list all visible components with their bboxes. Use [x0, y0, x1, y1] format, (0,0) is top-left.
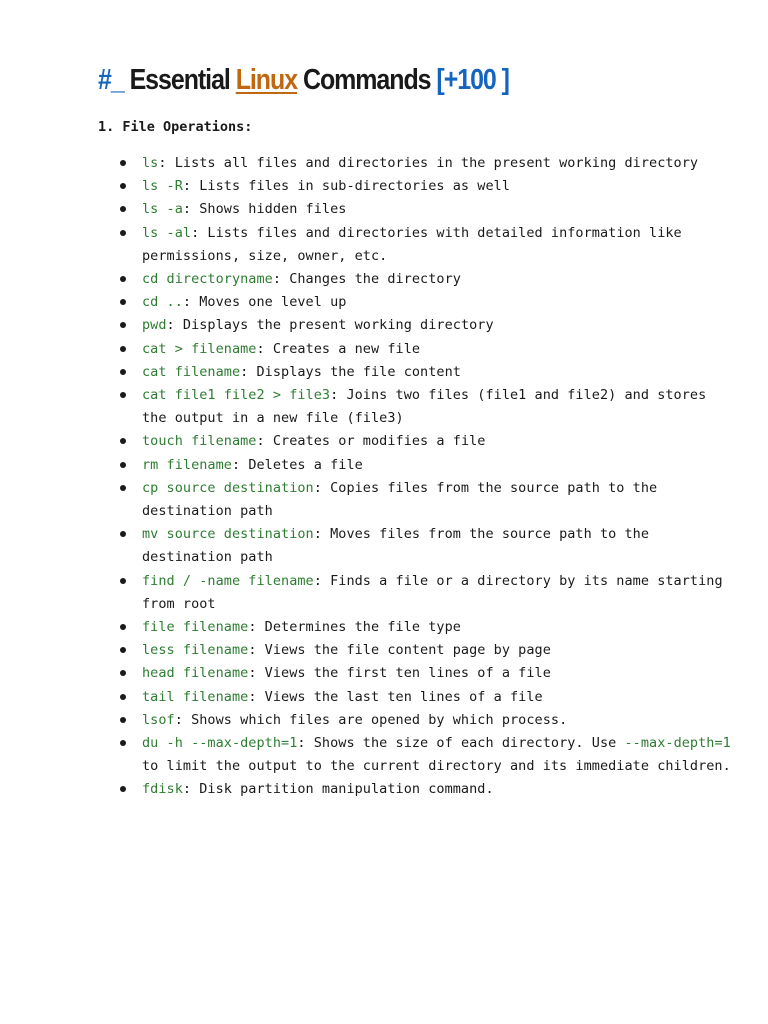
- command-description: : Creates or modifies a file: [256, 433, 486, 450]
- command-text: file filename: [142, 619, 249, 636]
- command-text: head filename: [142, 665, 249, 682]
- command-text: cd directoryname: [142, 271, 273, 288]
- list-item: [114, 268, 734, 291]
- bullet-icon: [120, 183, 126, 189]
- command-text: cat file1 file2 > file3: [142, 387, 331, 404]
- list-item: [114, 222, 734, 268]
- command-description: : Finds a file or a directory by its name starting from root: [142, 572, 723, 612]
- command-text: ls -al: [142, 224, 192, 241]
- command-description: : Lists files and directories with detailed information like permissions, size, owner, etc.: [142, 224, 682, 264]
- bullet-icon: [120, 462, 126, 468]
- list-item: [114, 430, 734, 453]
- page-title: [98, 60, 509, 100]
- list-item: [114, 338, 734, 361]
- list-item: [114, 152, 734, 175]
- list-item: [114, 778, 734, 801]
- bullet-icon: [120, 276, 126, 282]
- bullet-icon: [120, 531, 126, 537]
- list-item: [114, 732, 734, 778]
- command-text: fdisk: [142, 781, 183, 798]
- command-text: pwd: [142, 317, 167, 334]
- bullet-icon: [120, 647, 126, 653]
- list-item: [114, 570, 734, 616]
- command-description: : Disk partition manipulation command.: [182, 781, 494, 798]
- command-text: cd ..: [142, 294, 183, 311]
- list-item: [114, 454, 734, 477]
- command-text: touch filename: [142, 433, 257, 450]
- bullet-icon: [120, 392, 126, 398]
- list-item: [114, 686, 734, 709]
- command-description: : Joins two files (file1 and file2) and stores the output in a new file (file3): [142, 387, 707, 427]
- list-item: [114, 361, 734, 384]
- bullet-icon: [120, 322, 126, 328]
- list-item: [114, 639, 734, 662]
- command-text: find / -name filename: [142, 572, 314, 589]
- command-description: : Shows which files are opened by which process.: [174, 711, 568, 728]
- bullet-icon: [120, 624, 126, 630]
- command-description-cont: to limit the output to the current directory and its immediate children.: [142, 758, 731, 775]
- list-item: [114, 523, 734, 569]
- command-text: cat filename: [142, 363, 241, 380]
- bullet-icon: [120, 299, 126, 305]
- command-description: : Deletes a file: [231, 456, 363, 473]
- bullet-icon: [120, 230, 126, 236]
- command-description: : Creates a new file: [256, 340, 421, 357]
- command-text: cp source destination: [142, 479, 314, 496]
- list-item: [114, 709, 734, 732]
- section-heading: 1. File Operations:: [98, 119, 253, 135]
- command-description: : Lists files in sub-directories as well: [182, 178, 510, 195]
- bullet-icon: [120, 578, 126, 584]
- bullet-icon: [120, 206, 126, 212]
- command-text: lsof: [142, 711, 175, 728]
- list-item: [114, 662, 734, 685]
- command-description: : Views the last ten lines of a file: [248, 688, 543, 705]
- command-text: ls -a: [142, 201, 183, 218]
- list-item: [114, 198, 734, 221]
- bullet-icon: [120, 740, 126, 746]
- command-description: : Moves one level up: [182, 294, 347, 311]
- bullet-icon: [120, 369, 126, 375]
- list-item: [114, 314, 734, 337]
- command-description: : Displays the file content: [240, 363, 461, 380]
- command-description: : Displays the present working directory: [166, 317, 494, 334]
- bullet-icon: [120, 485, 126, 491]
- command-text: less filename: [142, 642, 249, 659]
- list-item: [114, 384, 734, 430]
- title-commands: Commands: [302, 64, 431, 96]
- bullet-icon: [120, 786, 126, 792]
- command-text: ls: [142, 155, 159, 171]
- title-count: [+100 ]: [436, 64, 509, 96]
- command-text: cat > filename: [142, 340, 257, 357]
- bullet-icon: [120, 160, 126, 166]
- title-linux: Linux: [235, 64, 298, 96]
- command-description: : Determines the file type: [248, 619, 461, 636]
- bullet-icon: [120, 717, 126, 723]
- command-description: : Changes the directory: [272, 271, 461, 288]
- list-item: [114, 477, 734, 523]
- command-description: : Views the first ten lines of a file: [248, 665, 551, 682]
- bullet-icon: [120, 438, 126, 444]
- command-text: du -h --max-depth=1: [142, 735, 298, 752]
- title-essential: Essential: [129, 64, 230, 96]
- bullet-icon: [120, 670, 126, 676]
- list-item: [114, 616, 734, 639]
- command-description: : Lists all files and directories in the present working directory: [158, 155, 699, 171]
- list-item: [114, 175, 734, 198]
- title-hash: #_: [98, 64, 124, 96]
- command-list: [114, 152, 734, 802]
- command-description: : Moves files from the source path to the destination path: [142, 526, 650, 566]
- command-text: tail filename: [142, 688, 249, 705]
- command-description: : Copies files from the source path to the destination path: [142, 479, 658, 520]
- command-description: : Views the file content page by page: [248, 642, 551, 659]
- command-description: : Shows the size of each directory. Use: [297, 735, 625, 752]
- command-description: : Shows hidden files: [182, 201, 347, 218]
- bullet-icon: [120, 346, 126, 352]
- command-text: ls -R: [142, 178, 183, 195]
- command-option-text: --max-depth=1: [624, 735, 731, 752]
- command-text: mv source destination: [142, 526, 314, 543]
- command-text: rm filename: [142, 456, 232, 473]
- bullet-icon: [120, 694, 126, 700]
- list-item: [114, 291, 734, 314]
